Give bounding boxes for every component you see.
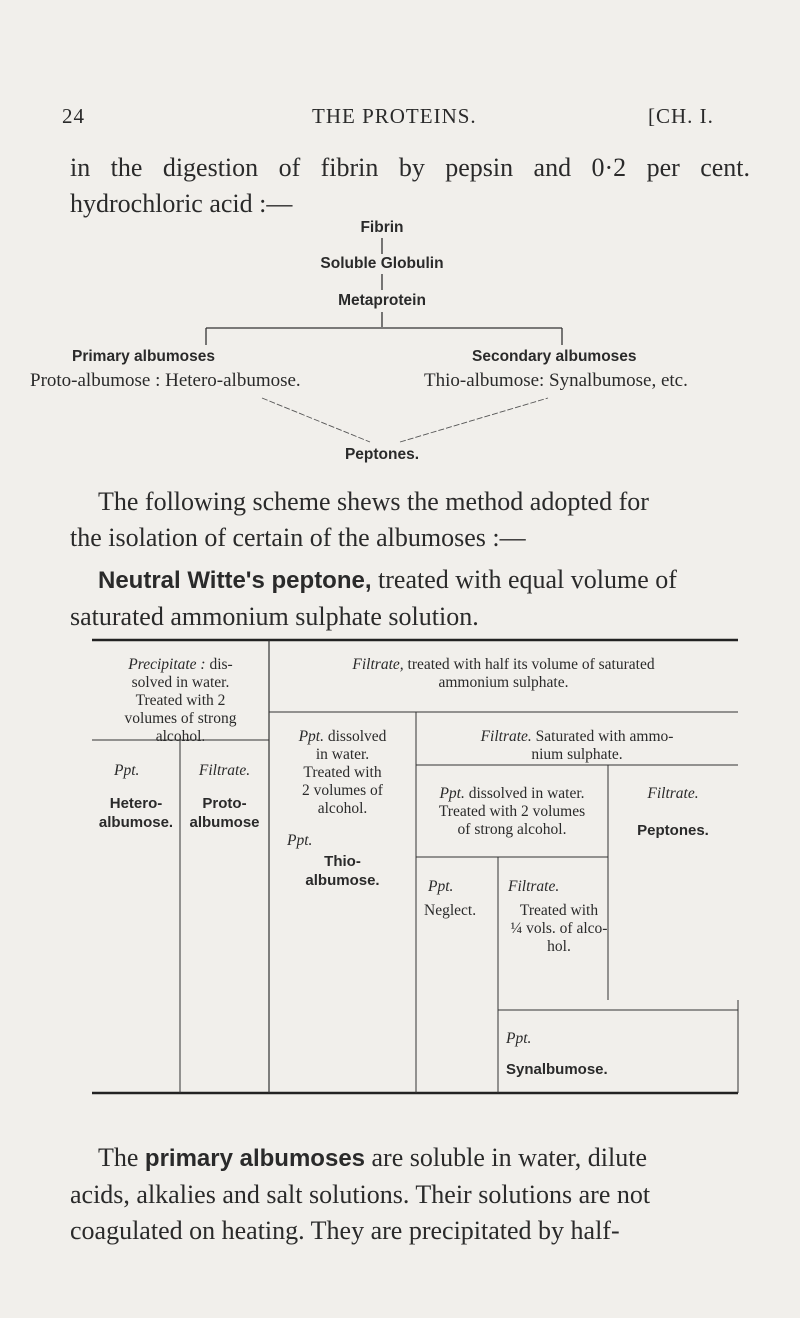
neutral-rest: treated with equal volume of bbox=[378, 565, 677, 594]
cell-filtrate-peptones bbox=[608, 785, 738, 840]
ppt-dissolved2-text-2: Treated with 2 volumes bbox=[438, 803, 586, 820]
cell-ppt-dissolved: Ppt. dissolved in water. Treated with 2 volumes of alcohol. Ppt. Thio- albumose. bbox=[269, 728, 416, 890]
precipitate-text-5: alcohol. bbox=[155, 728, 206, 745]
ppt-hetero-name-2: albumose. bbox=[98, 814, 174, 831]
neutral-line-2: saturated ammonium sulphate solution. bbox=[70, 602, 479, 631]
cell-ppt-synalbumose bbox=[506, 1030, 608, 1079]
cell-filtrate-quarter bbox=[498, 878, 620, 956]
filtrate-saturated-text-2: nium sulphate. bbox=[531, 746, 623, 763]
filtrate-proto-label: Filtrate. bbox=[198, 762, 251, 779]
filtrate-half-text-2: ammonium sulphate. bbox=[438, 674, 569, 691]
filtrate-half-label: Filtrate, bbox=[352, 656, 404, 673]
diagram-fibrin: Fibrin bbox=[360, 219, 404, 236]
ppt-thio-name-2: albumose. bbox=[305, 872, 380, 889]
diagram-peptones: Peptones. bbox=[344, 446, 420, 463]
filtrate-saturated-label: Filtrate. bbox=[480, 728, 532, 745]
closing-line-2: acids, alkalies and salt solutions. Their solutions are not bbox=[70, 1180, 651, 1209]
diagram-primary-albumoses: Primary albumoses bbox=[72, 348, 216, 365]
ppt-dissolved-line-2: in water. bbox=[315, 746, 370, 763]
closing-bold: primary albumoses bbox=[144, 1145, 366, 1172]
chapter-label: [CH. I. bbox=[648, 104, 714, 128]
filtrate-peptones-name: Peptones. bbox=[637, 822, 709, 839]
ppt-neglect-text: Neglect. bbox=[424, 902, 477, 919]
neutral-bold: Neutral Witte's peptone, bbox=[98, 567, 372, 594]
cell-precipitate bbox=[92, 656, 269, 746]
scheme-line-2: the isolation of certain of the albumoses :— bbox=[70, 523, 526, 552]
closing-text bbox=[70, 1140, 760, 1249]
ppt-thio-name-1: Thio- bbox=[324, 853, 361, 870]
closing-line-1-pre: The bbox=[98, 1143, 139, 1172]
diagram-metaprotein: Metaprotein bbox=[338, 292, 426, 309]
diagram-primary-subtypes: Proto-albumose : Hetero-albumose. bbox=[30, 370, 301, 391]
ppt-hetero-name-1: Hetero- bbox=[109, 795, 163, 812]
page-number: 24 bbox=[62, 104, 85, 128]
ppt-dissolved2-text-1: dissolved in water. bbox=[468, 785, 585, 802]
filtrate-quarter-line-3: hol. bbox=[547, 938, 571, 955]
running-title: THE PROTEINS. bbox=[312, 104, 477, 128]
precipitate-text-1: dis- bbox=[209, 656, 233, 673]
diagram-soluble-globulin: Soluble Globulin bbox=[320, 255, 444, 272]
filtrate-half-text-1: treated with half its volume of saturated bbox=[407, 656, 655, 673]
ppt-synalbumose-label: Ppt. bbox=[506, 1030, 532, 1047]
cell-ppt-neglect bbox=[424, 878, 498, 920]
scheme-line-1: The following scheme shews the method adopted for bbox=[98, 487, 649, 516]
closing-line-3: coagulated on heating. They are precipitated by half- bbox=[70, 1216, 620, 1245]
intro-line-2: hydrochloric acid :— bbox=[70, 189, 293, 218]
filtrate-quarter-label: Filtrate. bbox=[508, 878, 560, 895]
filtrate-quarter-line-2: ¼ vols. of alco- bbox=[510, 920, 608, 937]
closing-line-1 bbox=[70, 1140, 760, 1177]
precipitate-text-2: solved in water. bbox=[131, 674, 230, 691]
diagram-secondary-subtypes: Thio-albumose: Synalbumose, etc. bbox=[424, 370, 688, 391]
ppt-neglect-label: Ppt. bbox=[428, 878, 454, 895]
ppt-synalbumose-name: Synalbumose. bbox=[506, 1061, 608, 1078]
filtrate-proto-name-1: Proto- bbox=[202, 795, 247, 812]
ppt-dissolved2-label: Ppt. bbox=[439, 785, 465, 802]
precipitate-text-4: volumes of strong bbox=[124, 710, 237, 727]
ppt-dissolved-line-4: 2 volumes of bbox=[302, 782, 383, 799]
ppt-dissolved2-text-3: of strong alcohol. bbox=[457, 821, 567, 838]
closing-line-1-post: are soluble in water, dilute bbox=[371, 1143, 647, 1172]
precipitate-text-3: Treated with 2 bbox=[135, 692, 226, 709]
precipitate-label: Precipitate : bbox=[128, 656, 206, 673]
ppt-thio-label: Ppt. bbox=[287, 832, 313, 849]
cell-filtrate-proto bbox=[180, 762, 269, 832]
filtrate-peptones-label: Filtrate. bbox=[647, 785, 699, 802]
ppt-dissolved-line-5: alcohol. bbox=[317, 800, 368, 817]
cell-ppt-hetero bbox=[92, 762, 180, 832]
cell-ppt-dissolved-2 bbox=[416, 785, 608, 839]
filtrate-saturated-text-1: Saturated with ammo- bbox=[535, 728, 674, 745]
cell-filtrate-saturated bbox=[416, 728, 738, 764]
ppt-hetero-label: Ppt. bbox=[114, 762, 140, 779]
ppt-dissolved-line-3: Treated with bbox=[303, 764, 382, 781]
cell-filtrate-half bbox=[269, 656, 738, 692]
intro-line-1: in the digestion of fibrin by pepsin and 0·2 per cent. bbox=[70, 153, 750, 182]
diagram-secondary-albumoses: Secondary albumoses bbox=[472, 348, 637, 365]
filtrate-quarter-line-1: Treated with bbox=[519, 902, 599, 919]
filtrate-proto-name-2: albumose bbox=[189, 814, 260, 831]
